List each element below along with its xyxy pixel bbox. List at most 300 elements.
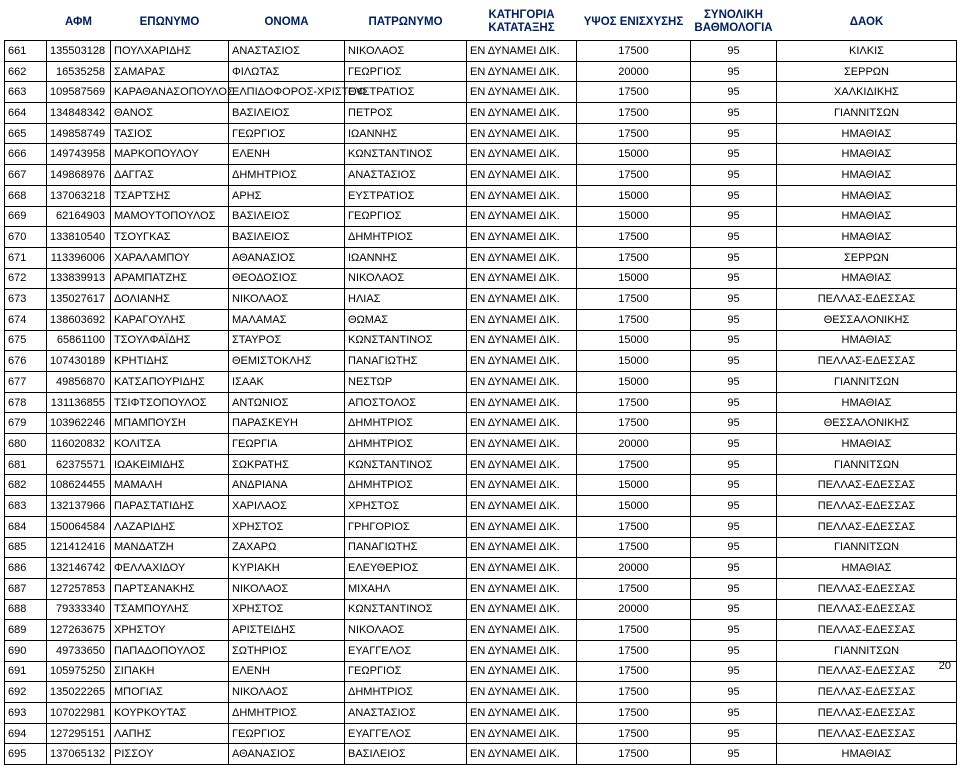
table-row	[5, 392, 957, 413]
support-amount-cell: 15000	[577, 351, 691, 372]
support-amount-cell: 15000	[577, 496, 691, 517]
first-name-cell: ΘΕΟΔΟΣΙΟΣ	[229, 268, 345, 289]
afm-cell: 135027617	[47, 289, 111, 310]
support-amount-cell: 15000	[577, 144, 691, 165]
daok-cell: ΗΜΑΘΙΑΣ	[777, 206, 957, 227]
row-number: 668	[5, 185, 47, 206]
beneficiaries-table	[4, 4, 957, 765]
father-name-cell: ΙΩΑΝΝΗΣ	[345, 123, 467, 144]
support-amount-cell: 17500	[577, 413, 691, 434]
daok-cell: ΗΜΑΘΙΑΣ	[777, 185, 957, 206]
category-cell: ΕΝ ΔΥΝΑΜΕΙ ΔΙΚ.	[467, 434, 577, 455]
first-name-cell: ΔΗΜΗΤΡΙΟΣ	[229, 703, 345, 724]
last-name-cell: ΤΑΣΙΟΣ	[111, 123, 229, 144]
afm-cell: 107022981	[47, 703, 111, 724]
afm-cell: 132146742	[47, 558, 111, 579]
row-number: 673	[5, 289, 47, 310]
father-name-cell: ΒΑΣΙΛΕΙΟΣ	[345, 744, 467, 765]
daok-cell: ΠΕΛΛΑΣ-ΕΔΕΣΣΑΣ	[777, 496, 957, 517]
daok-cell: ΠΕΛΛΑΣ-ΕΔΕΣΣΑΣ	[777, 661, 957, 682]
row-number: 674	[5, 309, 47, 330]
total-score-cell: 95	[691, 165, 777, 186]
category-cell: ΕΝ ΔΥΝΑΜΕΙ ΔΙΚ.	[467, 413, 577, 434]
first-name-cell: ΖΑΧΑΡΩ	[229, 537, 345, 558]
category-cell: ΕΝ ΔΥΝΑΜΕΙ ΔΙΚ.	[467, 496, 577, 517]
daok-cell: ΗΜΑΘΙΑΣ	[777, 144, 957, 165]
support-amount-cell: 15000	[577, 206, 691, 227]
father-name-cell: ΑΠΟΣΤΟΛΟΣ	[345, 392, 467, 413]
table-row	[5, 434, 957, 455]
table-row	[5, 61, 957, 82]
last-name-cell: ΧΑΡΑΛΑΜΠΟΥ	[111, 247, 229, 268]
header-category-line2: ΚΑΤΑΤΑΞΗΣ	[488, 22, 555, 34]
total-score-cell: 95	[691, 661, 777, 682]
first-name-cell: ΧΑΡΙΛΑΟΣ	[229, 496, 345, 517]
total-score-cell: 95	[691, 227, 777, 248]
first-name-cell: ΓΕΩΡΓΙΟΣ	[229, 123, 345, 144]
table-row	[5, 351, 957, 372]
total-score-cell: 95	[691, 578, 777, 599]
total-score-cell: 95	[691, 351, 777, 372]
father-name-cell: ΑΝΑΣΤΑΣΙΟΣ	[345, 165, 467, 186]
first-name-cell: ΙΣΑΑΚ	[229, 372, 345, 393]
header-last-name: ΕΠΩΝΥΜΟ	[139, 15, 200, 28]
table-row	[5, 82, 957, 103]
row-number: 669	[5, 206, 47, 227]
afm-cell: 135503128	[47, 41, 111, 62]
last-name-cell: ΔΟΛΙΑΝΗΣ	[111, 289, 229, 310]
daok-cell: ΠΕΛΛΑΣ-ΕΔΕΣΣΑΣ	[777, 289, 957, 310]
table-row	[5, 330, 957, 351]
support-amount-cell: 17500	[577, 289, 691, 310]
total-score-cell: 95	[691, 620, 777, 641]
last-name-cell: ΠΑΡΑΣΤΑΤΙΔΗΣ	[111, 496, 229, 517]
support-amount-cell: 17500	[577, 682, 691, 703]
afm-cell: 121412416	[47, 537, 111, 558]
total-score-cell: 95	[691, 454, 777, 475]
afm-cell: 150064584	[47, 516, 111, 537]
table-row	[5, 268, 957, 289]
total-score-cell: 95	[691, 268, 777, 289]
row-number: 684	[5, 516, 47, 537]
support-amount-cell: 17500	[577, 661, 691, 682]
category-cell: ΕΝ ΔΥΝΑΜΕΙ ΔΙΚ.	[467, 640, 577, 661]
row-number: 690	[5, 640, 47, 661]
header-daok: ΔΑΟΚ	[849, 15, 884, 28]
total-score-cell: 95	[691, 744, 777, 765]
table-body	[5, 41, 957, 765]
first-name-cell: ΔΗΜΗΤΡΙΟΣ	[229, 165, 345, 186]
first-name-cell: ΣΤΑΥΡΟΣ	[229, 330, 345, 351]
support-amount-cell: 17500	[577, 640, 691, 661]
table-row	[5, 599, 957, 620]
table-row	[5, 640, 957, 661]
row-number: 682	[5, 475, 47, 496]
category-cell: ΕΝ ΔΥΝΑΜΕΙ ΔΙΚ.	[467, 330, 577, 351]
table-row	[5, 578, 957, 599]
first-name-cell: ΑΘΑΝΑΣΙΟΣ	[229, 744, 345, 765]
table-row	[5, 103, 957, 124]
last-name-cell: ΠΟΥΛΧΑΡΙΔΗΣ	[111, 41, 229, 62]
daok-cell: ΠΕΛΛΑΣ-ΕΔΕΣΣΑΣ	[777, 475, 957, 496]
afm-cell: 49856870	[47, 372, 111, 393]
father-name-cell: ΕΥΣΤΡΑΤΙΟΣ	[345, 82, 467, 103]
header-category-line1: ΚΑΤΗΓΟΡΙΑ	[488, 9, 555, 21]
category-cell: ΕΝ ΔΥΝΑΜΕΙ ΔΙΚ.	[467, 82, 577, 103]
first-name-cell: ΣΩΤΗΡΙΟΣ	[229, 640, 345, 661]
support-amount-cell: 17500	[577, 703, 691, 724]
header-score-line2: ΒΑΘΜΟΛΟΓΙΑ	[694, 22, 773, 34]
table-row	[5, 289, 957, 310]
header-aa	[5, 4, 47, 41]
last-name-cell: ΚΟΥΡΚΟΥΤΑΣ	[111, 703, 229, 724]
last-name-cell: ΚΑΤΣΑΠΟΥΡΙΔΗΣ	[111, 372, 229, 393]
afm-cell: 135022265	[47, 682, 111, 703]
daok-cell: ΗΜΑΘΙΑΣ	[777, 268, 957, 289]
daok-cell: ΓΙΑΝΝΙΤΣΩΝ	[777, 537, 957, 558]
father-name-cell: ΑΝΑΣΤΑΣΙΟΣ	[345, 703, 467, 724]
father-name-cell: ΚΩΝΣΤΑΝΤΙΝΟΣ	[345, 599, 467, 620]
table-row	[5, 144, 957, 165]
header-first-name: ΟΝΟΜΑ	[264, 15, 309, 28]
row-number: 672	[5, 268, 47, 289]
row-number: 689	[5, 620, 47, 641]
row-number: 666	[5, 144, 47, 165]
daok-cell: ΗΜΑΘΙΑΣ	[777, 744, 957, 765]
last-name-cell: ΤΣΙΦΤΣΟΠΟΥΛΟΣ	[111, 392, 229, 413]
category-cell: ΕΝ ΔΥΝΑΜΕΙ ΔΙΚ.	[467, 558, 577, 579]
afm-cell: 132137966	[47, 496, 111, 517]
table-header	[5, 4, 957, 41]
father-name-cell: ΧΡΗΣΤΟΣ	[345, 496, 467, 517]
afm-cell: 16535258	[47, 61, 111, 82]
page-number: 20	[938, 660, 951, 672]
row-number: 663	[5, 82, 47, 103]
category-cell: ΕΝ ΔΥΝΑΜΕΙ ΔΙΚ.	[467, 723, 577, 744]
daok-cell: ΠΕΛΛΑΣ-ΕΔΕΣΣΑΣ	[777, 682, 957, 703]
support-amount-cell: 17500	[577, 41, 691, 62]
first-name-cell: ΠΑΡΑΣΚΕΥΗ	[229, 413, 345, 434]
afm-cell: 133810540	[47, 227, 111, 248]
category-cell: ΕΝ ΔΥΝΑΜΕΙ ΔΙΚ.	[467, 475, 577, 496]
afm-cell: 108624455	[47, 475, 111, 496]
last-name-cell: ΠΑΡΤΣΑΝΑΚΗΣ	[111, 578, 229, 599]
total-score-cell: 95	[691, 330, 777, 351]
father-name-cell: ΙΩΑΝΝΗΣ	[345, 247, 467, 268]
father-name-cell: ΕΥΣΤΡΑΤΙΟΣ	[345, 185, 467, 206]
father-name-cell: ΔΗΜΗΤΡΙΟΣ	[345, 475, 467, 496]
father-name-cell: ΔΗΜΗΤΡΙΟΣ	[345, 227, 467, 248]
daok-cell: ΗΜΑΘΙΑΣ	[777, 165, 957, 186]
table-row	[5, 537, 957, 558]
support-amount-cell: 20000	[577, 61, 691, 82]
table-row	[5, 475, 957, 496]
afm-cell: 131136855	[47, 392, 111, 413]
father-name-cell: ΓΕΩΡΓΙΟΣ	[345, 661, 467, 682]
last-name-cell: ΤΣΑΜΠΟΥΛΗΣ	[111, 599, 229, 620]
daok-cell: ΠΕΛΛΑΣ-ΕΔΕΣΣΑΣ	[777, 578, 957, 599]
first-name-cell: ΒΑΣΙΛΕΙΟΣ	[229, 103, 345, 124]
afm-cell: 127263675	[47, 620, 111, 641]
category-cell: ΕΝ ΔΥΝΑΜΕΙ ΔΙΚ.	[467, 682, 577, 703]
row-number: 686	[5, 558, 47, 579]
row-number: 679	[5, 413, 47, 434]
row-number: 693	[5, 703, 47, 724]
support-amount-cell: 17500	[577, 723, 691, 744]
father-name-cell: ΠΕΤΡΟΣ	[345, 103, 467, 124]
row-number: 661	[5, 41, 47, 62]
afm-cell: 149868976	[47, 165, 111, 186]
total-score-cell: 95	[691, 516, 777, 537]
category-cell: ΕΝ ΔΥΝΑΜΕΙ ΔΙΚ.	[467, 247, 577, 268]
last-name-cell: ΜΠΑΜΠΟΥΣΗ	[111, 413, 229, 434]
total-score-cell: 95	[691, 537, 777, 558]
table-row	[5, 123, 957, 144]
total-score-cell: 95	[691, 640, 777, 661]
last-name-cell: ΚΑΡΑΘΑΝΑΣΟΠΟΥΛΟΣ	[111, 82, 229, 103]
support-amount-cell: 15000	[577, 268, 691, 289]
last-name-cell: ΣΙΠΑΚΗ	[111, 661, 229, 682]
daok-cell: ΠΕΛΛΑΣ-ΕΔΕΣΣΑΣ	[777, 516, 957, 537]
total-score-cell: 95	[691, 61, 777, 82]
afm-cell: 65861100	[47, 330, 111, 351]
table-row	[5, 496, 957, 517]
category-cell: ΕΝ ΔΥΝΑΜΕΙ ΔΙΚ.	[467, 578, 577, 599]
support-amount-cell: 17500	[577, 454, 691, 475]
afm-cell: 127295151	[47, 723, 111, 744]
table-row	[5, 413, 957, 434]
afm-cell: 116020832	[47, 434, 111, 455]
father-name-cell: ΕΥΑΓΓΕΛΟΣ	[345, 723, 467, 744]
last-name-cell: ΙΩΑΚΕΙΜΙΔΗΣ	[111, 454, 229, 475]
table-row	[5, 165, 957, 186]
afm-cell: 137065132	[47, 744, 111, 765]
row-number: 680	[5, 434, 47, 455]
last-name-cell: ΚΡΗΤΙΔΗΣ	[111, 351, 229, 372]
total-score-cell: 95	[691, 434, 777, 455]
daok-cell: ΘΕΣΣΑΛΟΝΙΚΗΣ	[777, 413, 957, 434]
daok-cell: ΚΙΛΚΙΣ	[777, 41, 957, 62]
daok-cell: ΣΕΡΡΩΝ	[777, 61, 957, 82]
first-name-cell: ΣΩΚΡΑΤΗΣ	[229, 454, 345, 475]
category-cell: ΕΝ ΔΥΝΑΜΕΙ ΔΙΚ.	[467, 123, 577, 144]
father-name-cell: ΓΕΩΡΓΙΟΣ	[345, 206, 467, 227]
father-name-cell: ΕΛΕΥΘΕΡΙΟΣ	[345, 558, 467, 579]
last-name-cell: ΧΡΗΣΤΟΥ	[111, 620, 229, 641]
header-row	[5, 4, 957, 41]
support-amount-cell: 17500	[577, 165, 691, 186]
first-name-cell: ΒΑΣΙΛΕΙΟΣ	[229, 206, 345, 227]
last-name-cell: ΜΑΜΑΛΗ	[111, 475, 229, 496]
daok-cell: ΠΕΛΛΑΣ-ΕΔΕΣΣΑΣ	[777, 723, 957, 744]
category-cell: ΕΝ ΔΥΝΑΜΕΙ ΔΙΚ.	[467, 372, 577, 393]
first-name-cell: ΕΛΕΝΗ	[229, 661, 345, 682]
category-cell: ΕΝ ΔΥΝΑΜΕΙ ΔΙΚ.	[467, 703, 577, 724]
category-cell: ΕΝ ΔΥΝΑΜΕΙ ΔΙΚ.	[467, 103, 577, 124]
header-afm: ΑΦΜ	[64, 15, 92, 28]
category-cell: ΕΝ ΔΥΝΑΜΕΙ ΔΙΚ.	[467, 206, 577, 227]
row-number: 692	[5, 682, 47, 703]
daok-cell: ΗΜΑΘΙΑΣ	[777, 434, 957, 455]
row-number: 683	[5, 496, 47, 517]
first-name-cell: ΚΥΡΙΑΚΗ	[229, 558, 345, 579]
total-score-cell: 95	[691, 723, 777, 744]
support-amount-cell: 17500	[577, 392, 691, 413]
table-row	[5, 185, 957, 206]
support-amount-cell: 17500	[577, 578, 691, 599]
total-score-cell: 95	[691, 206, 777, 227]
category-cell: ΕΝ ΔΥΝΑΜΕΙ ΔΙΚ.	[467, 620, 577, 641]
first-name-cell: ΒΑΣΙΛΕΙΟΣ	[229, 227, 345, 248]
daok-cell: ΗΜΑΘΙΑΣ	[777, 330, 957, 351]
category-cell: ΕΝ ΔΥΝΑΜΕΙ ΔΙΚ.	[467, 454, 577, 475]
total-score-cell: 95	[691, 599, 777, 620]
row-number: 691	[5, 661, 47, 682]
afm-cell: 109587569	[47, 82, 111, 103]
first-name-cell: ΑΘΑΝΑΣΙΟΣ	[229, 247, 345, 268]
father-name-cell: ΔΗΜΗΤΡΙΟΣ	[345, 413, 467, 434]
daok-cell: ΠΕΛΛΑΣ-ΕΔΕΣΣΑΣ	[777, 351, 957, 372]
afm-cell: 127257853	[47, 578, 111, 599]
support-amount-cell: 17500	[577, 744, 691, 765]
row-number: 676	[5, 351, 47, 372]
category-cell: ΕΝ ΔΥΝΑΜΕΙ ΔΙΚ.	[467, 61, 577, 82]
total-score-cell: 95	[691, 558, 777, 579]
category-cell: ΕΝ ΔΥΝΑΜΕΙ ΔΙΚ.	[467, 185, 577, 206]
daok-cell: ΧΑΛΚΙΔΙΚΗΣ	[777, 82, 957, 103]
row-number: 667	[5, 165, 47, 186]
first-name-cell: ΜΑΛΑΜΑΣ	[229, 309, 345, 330]
total-score-cell: 95	[691, 475, 777, 496]
father-name-cell: ΝΙΚΟΛΑΟΣ	[345, 268, 467, 289]
first-name-cell: ΝΙΚΟΛΑΟΣ	[229, 289, 345, 310]
daok-cell: ΘΕΣΣΑΛΟΝΙΚΗΣ	[777, 309, 957, 330]
first-name-cell: ΕΛΠΙΔΟΦΟΡΟΣ-ΧΡΙΣΤΟΦ	[229, 82, 345, 103]
support-amount-cell: 20000	[577, 558, 691, 579]
father-name-cell: ΚΩΝΣΤΑΝΤΙΝΟΣ	[345, 144, 467, 165]
table-row	[5, 744, 957, 765]
afm-cell: 103962246	[47, 413, 111, 434]
first-name-cell: ΝΙΚΟΛΑΟΣ	[229, 682, 345, 703]
father-name-cell: ΠΑΝΑΓΙΩΤΗΣ	[345, 537, 467, 558]
last-name-cell: ΜΠΟΓΙΑΣ	[111, 682, 229, 703]
table-row	[5, 620, 957, 641]
row-number: 665	[5, 123, 47, 144]
table-row	[5, 454, 957, 475]
afm-cell: 62375571	[47, 454, 111, 475]
category-cell: ΕΝ ΔΥΝΑΜΕΙ ΔΙΚ.	[467, 227, 577, 248]
total-score-cell: 95	[691, 123, 777, 144]
total-score-cell: 95	[691, 703, 777, 724]
table-row	[5, 372, 957, 393]
row-number: 694	[5, 723, 47, 744]
first-name-cell: ΘΕΜΙΣΤΟΚΛΗΣ	[229, 351, 345, 372]
afm-cell: 137063218	[47, 185, 111, 206]
total-score-cell: 95	[691, 392, 777, 413]
last-name-cell: ΑΡΑΜΠΑΤΖΗΣ	[111, 268, 229, 289]
row-number: 688	[5, 599, 47, 620]
last-name-cell: ΣΑΜΑΡΑΣ	[111, 61, 229, 82]
father-name-cell: ΔΗΜΗΤΡΙΟΣ	[345, 434, 467, 455]
last-name-cell: ΠΑΠΑΔΟΠΟΥΛΟΣ	[111, 640, 229, 661]
first-name-cell: ΕΛΕΝΗ	[229, 144, 345, 165]
first-name-cell: ΧΡΗΣΤΟΣ	[229, 516, 345, 537]
last-name-cell: ΜΑΝΔΑΤΖΗ	[111, 537, 229, 558]
category-cell: ΕΝ ΔΥΝΑΜΕΙ ΔΙΚ.	[467, 744, 577, 765]
daok-cell: ΠΕΛΛΑΣ-ΕΔΕΣΣΑΣ	[777, 599, 957, 620]
last-name-cell: ΜΑΜΟΥΤΟΠΟΥΛΟΣ	[111, 206, 229, 227]
last-name-cell: ΚΑΡΑΓΟΥΛΗΣ	[111, 309, 229, 330]
daok-cell: ΗΜΑΘΙΑΣ	[777, 123, 957, 144]
total-score-cell: 95	[691, 103, 777, 124]
header-score-line1: ΣΥΝΟΛΙΚΗ	[704, 9, 763, 21]
afm-cell: 149743958	[47, 144, 111, 165]
beneficiaries-sheet	[4, 4, 956, 765]
category-cell: ΕΝ ΔΥΝΑΜΕΙ ΔΙΚ.	[467, 165, 577, 186]
support-amount-cell: 17500	[577, 620, 691, 641]
support-amount-cell: 17500	[577, 309, 691, 330]
row-number: 678	[5, 392, 47, 413]
category-cell: ΕΝ ΔΥΝΑΜΕΙ ΔΙΚ.	[467, 351, 577, 372]
afm-cell: 134848342	[47, 103, 111, 124]
header-father-name: ΠΑΤΡΩΝΥΜΟ	[368, 15, 443, 28]
father-name-cell: ΓΡΗΓΟΡΙΟΣ	[345, 516, 467, 537]
father-name-cell: ΠΑΝΑΓΙΩΤΗΣ	[345, 351, 467, 372]
total-score-cell: 95	[691, 185, 777, 206]
row-number: 675	[5, 330, 47, 351]
total-score-cell: 95	[691, 82, 777, 103]
header-total-score	[691, 4, 777, 41]
row-number: 670	[5, 227, 47, 248]
row-number: 685	[5, 537, 47, 558]
support-amount-cell: 17500	[577, 516, 691, 537]
category-cell: ΕΝ ΔΥΝΑΜΕΙ ΔΙΚ.	[467, 144, 577, 165]
total-score-cell: 95	[691, 372, 777, 393]
category-cell: ΕΝ ΔΥΝΑΜΕΙ ΔΙΚ.	[467, 599, 577, 620]
table-row	[5, 723, 957, 744]
daok-cell: ΠΕΛΛΑΣ-ΕΔΕΣΣΑΣ	[777, 620, 957, 641]
category-cell: ΕΝ ΔΥΝΑΜΕΙ ΔΙΚ.	[467, 661, 577, 682]
afm-cell: 49733650	[47, 640, 111, 661]
first-name-cell: ΝΙΚΟΛΑΟΣ	[229, 578, 345, 599]
category-cell: ΕΝ ΔΥΝΑΜΕΙ ΔΙΚ.	[467, 41, 577, 62]
afm-cell: 79333340	[47, 599, 111, 620]
last-name-cell: ΔΑΓΓΑΣ	[111, 165, 229, 186]
last-name-cell: ΤΣΑΡΤΣΗΣ	[111, 185, 229, 206]
first-name-cell: ΑΡΗΣ	[229, 185, 345, 206]
table-row	[5, 247, 957, 268]
category-cell: ΕΝ ΔΥΝΑΜΕΙ ΔΙΚ.	[467, 392, 577, 413]
daok-cell: ΠΕΛΛΑΣ-ΕΔΕΣΣΑΣ	[777, 703, 957, 724]
table-row	[5, 682, 957, 703]
total-score-cell: 95	[691, 144, 777, 165]
first-name-cell: ΓΕΩΡΓΙΟΣ	[229, 723, 345, 744]
last-name-cell: ΛΑΖΑΡΙΔΗΣ	[111, 516, 229, 537]
father-name-cell: ΓΕΩΡΓΙΟΣ	[345, 61, 467, 82]
row-number: 677	[5, 372, 47, 393]
total-score-cell: 95	[691, 496, 777, 517]
afm-cell: 149858749	[47, 123, 111, 144]
support-amount-cell: 17500	[577, 82, 691, 103]
table-row	[5, 661, 957, 682]
afm-cell: 113396006	[47, 247, 111, 268]
header-category	[467, 4, 577, 41]
afm-cell: 107430189	[47, 351, 111, 372]
total-score-cell: 95	[691, 41, 777, 62]
total-score-cell: 95	[691, 682, 777, 703]
support-amount-cell: 17500	[577, 103, 691, 124]
daok-cell: ΓΙΑΝΝΙΤΣΩΝ	[777, 372, 957, 393]
